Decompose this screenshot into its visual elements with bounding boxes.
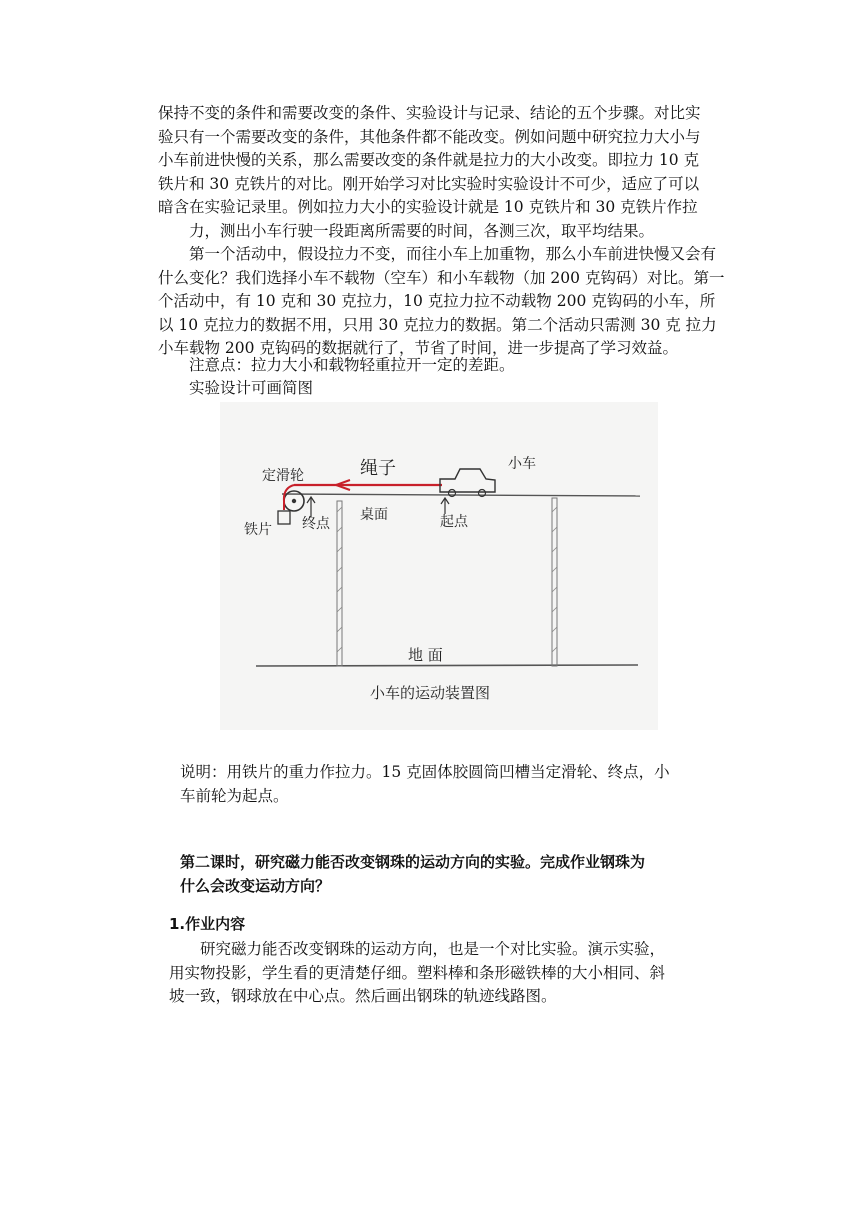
label-end-point: 终点 <box>302 516 330 532</box>
label-ground: 地 面 <box>408 646 443 664</box>
paragraph-experiment-steps <box>158 102 738 243</box>
text-line: 暗含在实验记录里。例如拉力大小的实验设计就是 10 克铁片和 30 克铁片作拉 <box>158 198 698 216</box>
text-line: 小车前进快慢的关系，那么需要改变的条件就是拉力的大小改变。即拉力 10 克 <box>158 151 700 169</box>
heading-line: 什么会改变运动方向？ <box>180 876 331 895</box>
label-tabletop: 桌面 <box>360 507 388 523</box>
text-line: 说明：用铁片的重力作拉力。15 克固体胶圆筒凹槽当定滑轮、终点，小 <box>180 763 670 781</box>
text-line: 研究磁力能否改变钢珠的运动方向，也是一个对比实验。演示实验， <box>200 940 666 958</box>
lesson2-heading <box>180 851 740 898</box>
label-pulley: 定滑轮 <box>262 468 304 484</box>
label-iron: 铁片 <box>244 522 272 538</box>
figure-title: 小车的运动装置图 <box>370 684 491 702</box>
car-icon <box>440 469 495 492</box>
text-line: 力，测出小车行驶一段距离所需要的时间，各测三次，取平均结果。 <box>189 221 655 240</box>
figure-explanation <box>180 761 740 808</box>
text-line: 车前轮为起点。 <box>180 786 289 805</box>
note-text: 注意点：拉力大小和载物轻重拉开一定的差距。 <box>189 356 515 374</box>
text-line: 个活动中，有 10 克和 30 克拉力，10 克拉力拉不动载物 200 克钩码的小车，所 <box>158 292 716 310</box>
heading-line: 第二课时，研究磁力能否改变钢珠的运动方向的实验。完成作业钢珠为 <box>180 853 646 871</box>
homework-body <box>169 938 744 1009</box>
design-caption <box>158 377 738 401</box>
label-rope: 绳子 <box>360 458 396 479</box>
apparatus-sketch <box>220 402 658 730</box>
text-line: 验只有一个需要改变的条件，其他条件都不能改变。例如问题中研究拉力大小与 <box>158 127 701 146</box>
paragraph-first-activity <box>158 243 738 361</box>
iron-weight-icon <box>278 511 290 524</box>
homework-heading-text: 1.作业内容 <box>169 915 246 933</box>
text-line: 用实物投影，学生看的更清楚仔细。塑料棒和条形磁铁棒的大小相同、斜 <box>169 963 666 982</box>
label-car: 小车 <box>508 456 536 472</box>
text-line: 小车载物 200 克钩码的数据就行了，节省了时间，进一步提高了学习效益。 <box>158 339 678 357</box>
text-line: 什么变化？我们选择小车不载物（空车）和小车载物（加 200 克钩码）对比。第一 <box>158 268 725 287</box>
text-line: 以 10 克拉力的数据不用，只用 30 克拉力的数据。第二个活动只需测 30 克 拉力 <box>158 315 717 334</box>
text-line: 保持不变的条件和需要改变的条件、实验设计与记录、结论的五个步骤。对比实 <box>158 104 701 122</box>
note-line <box>158 354 738 378</box>
text-line: 铁片和 30 克铁片的对比。刚开始学习对比实验时实验设计不可少，适应了可以 <box>158 174 700 193</box>
text-line: 第一个活动中，假设拉力不变，而往小车上加重物，那么小车前进快慢又会有 <box>189 245 717 263</box>
text-line: 坡一致，钢球放在中心点。然后画出钢珠的轨迹线路图。 <box>169 987 557 1005</box>
label-start-point: 起点 <box>440 514 468 530</box>
design-caption-text: 实验设计可画简图 <box>189 379 314 397</box>
car-apparatus-drawing <box>220 402 658 730</box>
homework-heading <box>169 913 729 937</box>
